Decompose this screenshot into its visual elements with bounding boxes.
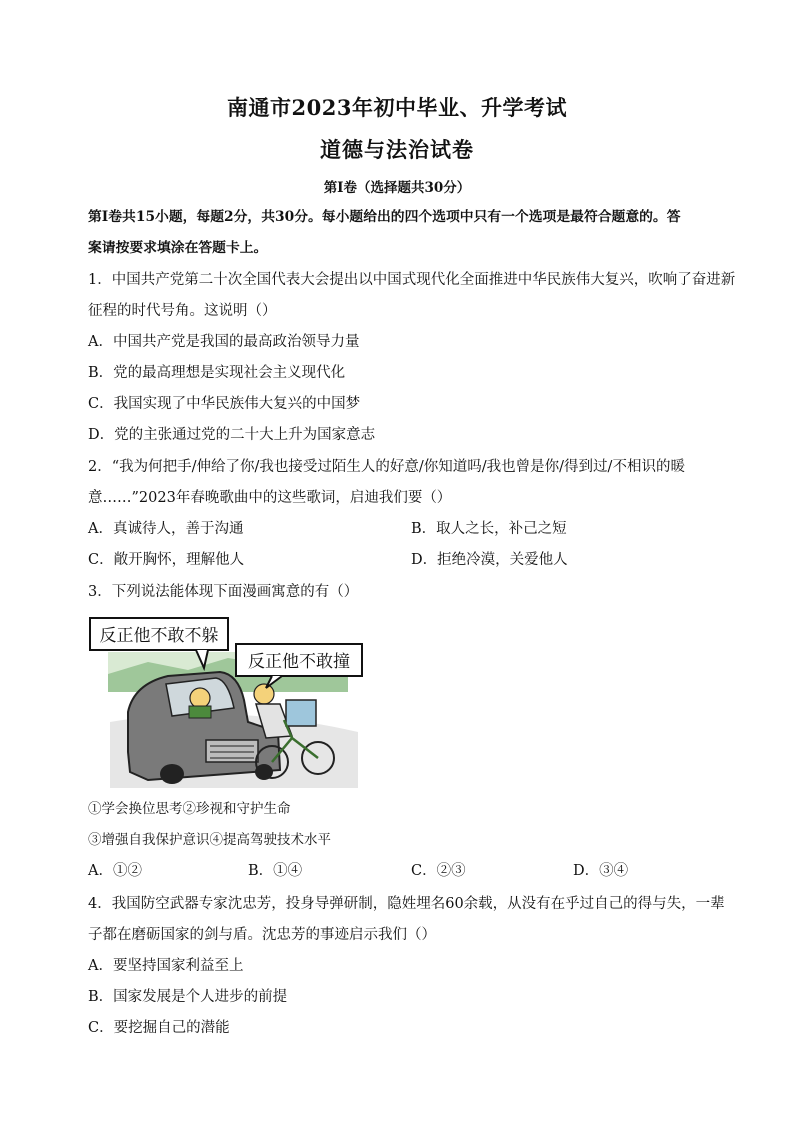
instructions-line-1: 第Ⅰ卷共15小题，每题2分，共30分。每小题给出的四个选项中只有一个选项是最符合题意的。答 bbox=[88, 209, 681, 225]
q1-option-c: C．我国实现了中华民族伟大复兴的中国梦 bbox=[88, 396, 361, 412]
q2-option-c: C．敞开胸怀，理解他人 bbox=[88, 552, 245, 568]
q4-option-b: B．国家发展是个人进步的前提 bbox=[88, 989, 288, 1005]
q2-option-a: A．真诚待人，善于沟通 bbox=[88, 521, 244, 537]
exam-subject: 道德与法治试卷 bbox=[320, 137, 474, 162]
exam-title: 南通市2023年初中毕业、升学考试 bbox=[227, 95, 567, 120]
bubble-driver-text: 反正他不敢不躲 bbox=[99, 626, 219, 646]
q1-stem-line-2: 征程的时代号角。这说明（） bbox=[88, 303, 277, 319]
q3-option-d: D．③④ bbox=[573, 863, 629, 879]
q2-options-row-2 bbox=[88, 550, 714, 570]
q4-option-a: A．要坚持国家利益至上 bbox=[88, 958, 244, 974]
q1-option-a: A．中国共产党是我国的最高政治领导力量 bbox=[88, 334, 360, 350]
q1-option-b: B．党的最高理想是实现社会主义现代化 bbox=[88, 365, 346, 381]
q1-option-d: D．党的主张通过党的二十大上升为国家意志 bbox=[88, 427, 376, 443]
q4-option-c: C．要挖掘自己的潜能 bbox=[88, 1020, 230, 1036]
q4-stem-line-1: 4．我国防空武器专家沈忠芳，投身导弹研制，隐姓埋名60余载，从没有在乎过自己的得与失，一辈 bbox=[88, 896, 725, 912]
q2-option-d: D．拒绝冷漠，关爱他人 bbox=[411, 552, 568, 568]
q3-option-b: B．①④ bbox=[248, 863, 303, 879]
q2-stem-line-2: 意……”2023年春晚歌曲中的这些歌词，启迪我们要（） bbox=[88, 490, 452, 506]
q1-stem-line-1: 1．中国共产党第二十次全国代表大会提出以中国式现代化全面推进中华民族伟大复兴，吹响了奋进新 bbox=[88, 272, 736, 288]
q3-statements-line-2: ③增强自我保护意识④提高驾驶技术水平 bbox=[88, 832, 331, 848]
instructions-line-2: 案请按要求填涂在答题卡上。 bbox=[88, 240, 268, 256]
q2-stem-line-1: 2．“我为何把手/伸给了你/我也接受过陌生人的好意/你知道吗/我也曾是你/得到过/不相识的暖 bbox=[88, 459, 685, 475]
q3-option-a: A．①② bbox=[88, 863, 142, 879]
q3-stem-line-1: 3．下列说法能体现下面漫画寓意的有（） bbox=[88, 584, 359, 600]
cartoon-illustration bbox=[88, 612, 366, 788]
q2-option-b: B．取人之长，补己之短 bbox=[411, 521, 567, 537]
q4-stem-line-2: 子都在磨砺国家的剑与盾。沈忠芳的事迹启示我们（） bbox=[88, 927, 436, 943]
section-heading: 第Ⅰ卷（选择题共30分） bbox=[323, 180, 471, 196]
q3-statements-line-1: ①学会换位思考②珍视和守护生命 bbox=[88, 801, 291, 817]
bubble-cyclist-text: 反正他不敢撞 bbox=[248, 652, 350, 672]
q2-options-row-1 bbox=[88, 519, 714, 539]
q3-option-c: C．②③ bbox=[411, 863, 466, 879]
